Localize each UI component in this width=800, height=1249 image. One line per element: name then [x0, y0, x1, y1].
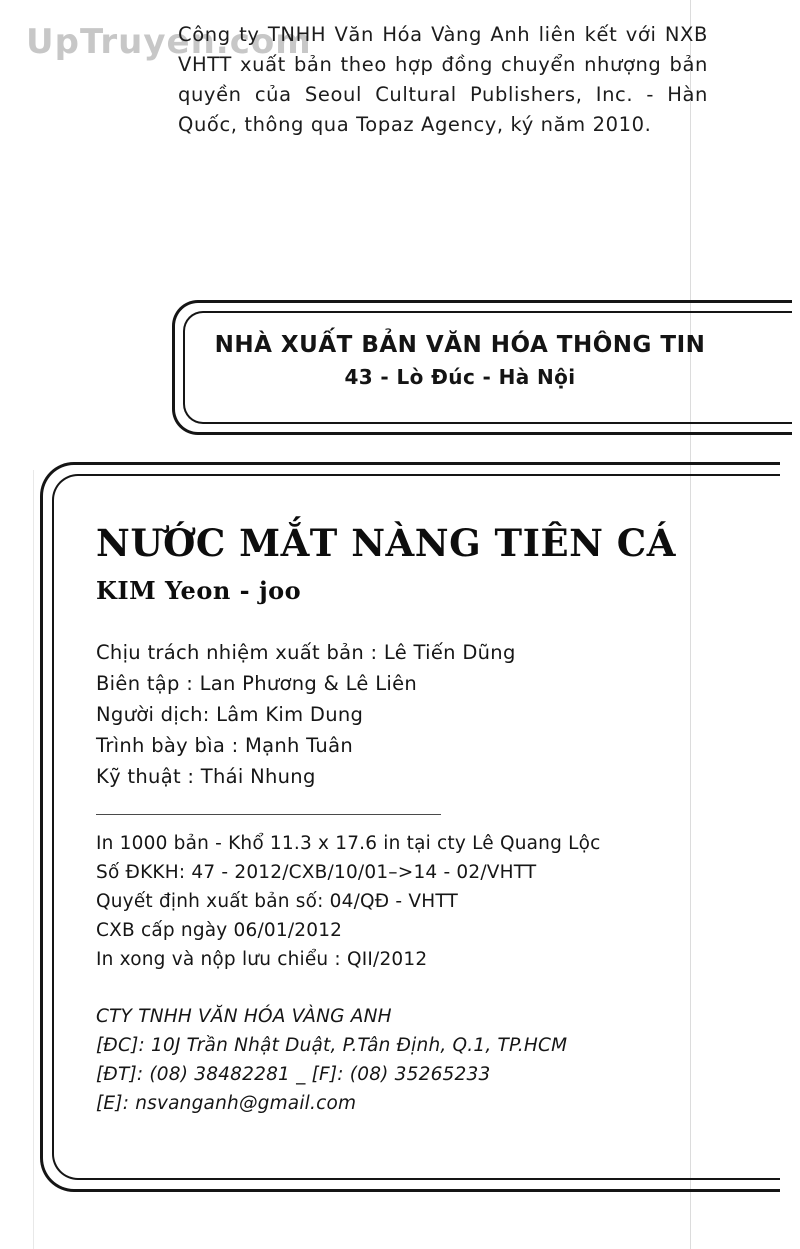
company-info: [96, 1002, 726, 1118]
publisher-name: NHÀ XUẤT BẢN VĂN HÓA THÔNG TIN: [214, 332, 706, 358]
printing-line: In 1000 bản - Khổ 11.3 x 17.6 in tại cty Lê Quang Lộc: [96, 833, 601, 854]
credit-line: Chịu trách nhiệm xuất bản : Lê Tiến Dũng: [96, 641, 516, 664]
credit-line: Người dịch: Lâm Kim Dung: [96, 703, 364, 726]
watermark-text: UpTruyen.com: [26, 22, 312, 62]
publisher-block: [200, 332, 720, 389]
printing-line: Số ĐKKH: 47 - 2012/CXB/10/01–>14 - 02/VHTT: [96, 862, 537, 883]
printing-info: [96, 829, 726, 974]
book-title: NƯỚC MẮT NÀNG TIÊN CÁ: [96, 521, 676, 565]
page-edge-line-left: [33, 470, 34, 1249]
printing-line: In xong và nộp lưu chiểu : QII/2012: [96, 949, 428, 970]
divider: [96, 814, 441, 815]
printing-line: CXB cấp ngày 06/01/2012: [96, 920, 343, 941]
colophon-block: [96, 520, 726, 1118]
publisher-address: 43 - Lò Đúc - Hà Nội: [344, 365, 576, 389]
company-line: [E]: nsvanganh@gmail.com: [96, 1093, 357, 1114]
credit-line: Biên tập : Lan Phương & Lê Liên: [96, 672, 418, 695]
book-author: KIM Yeon - joo: [96, 576, 302, 605]
credit-line: Trình bày bìa : Mạnh Tuân: [96, 734, 353, 757]
company-line: [ĐC]: 10J Trần Nhật Duật, P.Tân Định, Q.1, TP.HCM: [96, 1035, 568, 1056]
credit-line: Kỹ thuật : Thái Nhung: [96, 765, 316, 788]
company-line: [ĐT]: (08) 38482281 _ [F]: (08) 35265233: [96, 1064, 491, 1085]
printing-line: Quyết định xuất bản số: 04/QĐ - VHTT: [96, 891, 459, 912]
copyright-note: Công ty TNHH Văn Hóa Vàng Anh liên kết với NXB VHTT xuất bản theo hợp đồng chuyển nhượng bản quyền của Seoul Cultural Publishers, Inc. - Hàn Quốc, thông qua Topaz Agency, ký năm 2010.: [178, 23, 708, 136]
company-line: CTY TNHH VĂN HÓA VÀNG ANH: [96, 1006, 392, 1027]
credits-list: [96, 637, 726, 792]
